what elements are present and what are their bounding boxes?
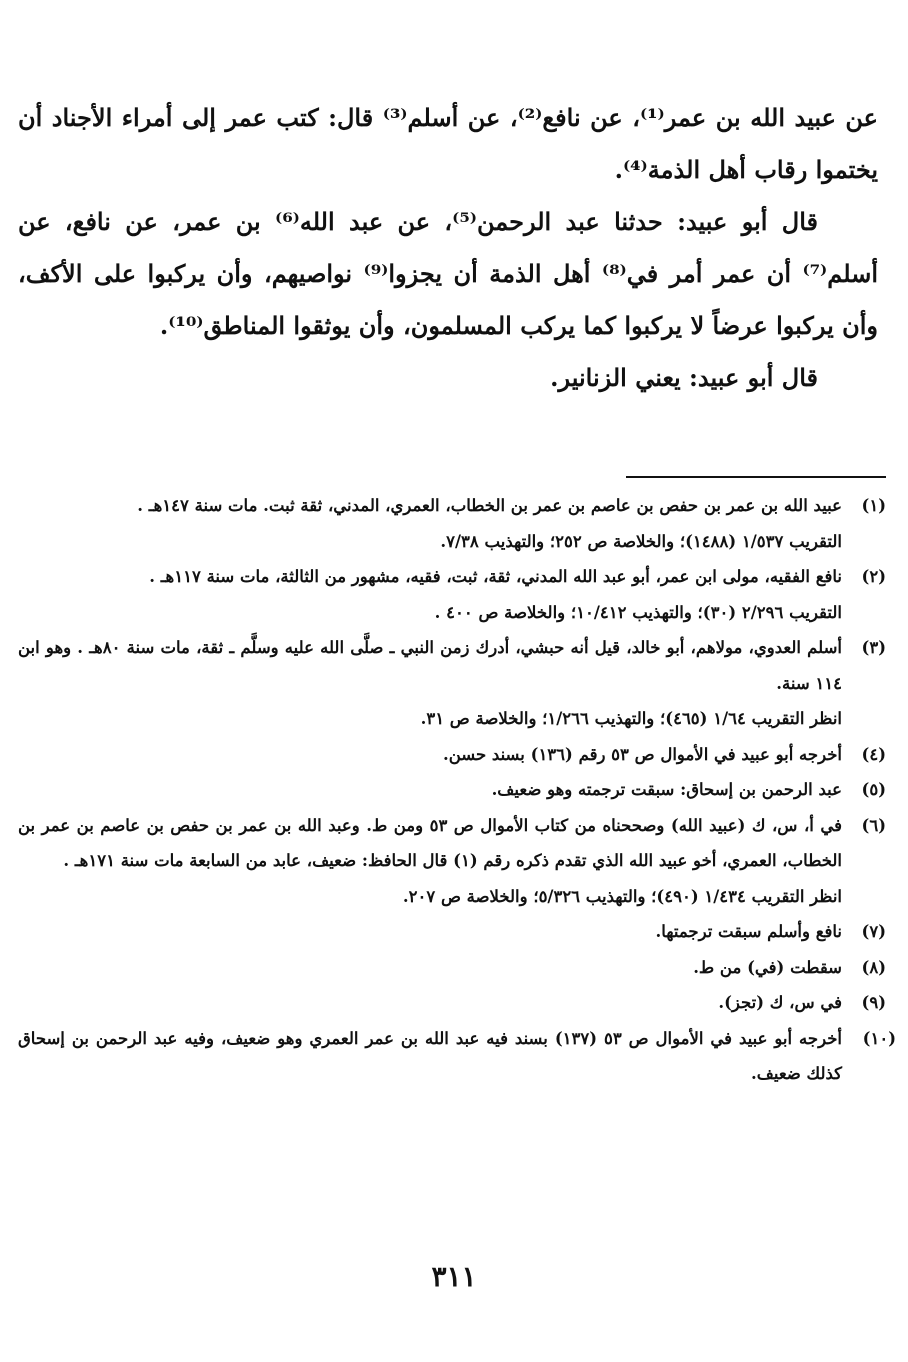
footnote-number: (٨)	[861, 957, 886, 977]
footnote-9	[18, 985, 886, 1021]
footnote-number: (٥)	[861, 780, 886, 799]
footnote-line: التقريب ١/٥٣٧ (١٤٨٨)؛ والخلاصة ص ٢٥٢؛ والتهذيب ٧/٣٨.	[440, 531, 842, 551]
footnote-line: انظر التقريب ١/٤٣٤ (٤٩٠)؛ والتهذيب ٥/٣٢٦؛ والخلاصة ص ٢٠٧.	[402, 886, 842, 906]
footnote-line: التقريب ٢/٢٩٦ (٣٠)؛ والتهذيب ١٠/٤١٢؛ والخلاصة ص ٤٠٠ .	[434, 602, 842, 622]
footnote-number: (٩)	[861, 993, 886, 1012]
footnote-10	[18, 1021, 896, 1092]
footnote-line: أخرجه أبو عبيد في الأموال ص ٥٣ (١٣٧) بسند فيه عبد الله بن عمر العمري وهو ضعيف، وفيه عبد الرحمن بن إسحاق كذلك ضعيف.	[18, 1028, 842, 1083]
footnote-1	[18, 488, 886, 559]
paragraph-2: قال أبو عبيد: حدثنا عبد الرحمن⁽⁵⁾، عن عبد الله⁽⁶⁾ بن عمر، عن نافع، عن أسلم⁽⁷⁾ أن عمر أمر في⁽⁸⁾ أهل الذمة أن يجزوا⁽⁹⁾ نواصيهم، وأن يركبوا على الأكف، وأن يركبوا عرضاً لا يركبوا كما يركب المسلمون، وأن يوثقوا المناطق⁽¹⁰⁾.	[18, 207, 878, 340]
footnote-line: أخرجه أبو عبيد في الأموال ص ٥٣ رقم (١٣٦) بسند حسن.	[442, 744, 842, 764]
footnote-line: انظر التقريب ١/٦٤ (٤٦٥)؛ والتهذيب ١/٢٦٦؛ والخلاصة ص ٣١.	[420, 709, 842, 728]
footnote-line: عبيد الله بن عمر بن حفص بن عاصم بن عمر بن الخطاب، العمري، المدني، ثقة ثبت. مات سنة ١٤٧هـ .	[137, 496, 842, 515]
footnote-6	[18, 808, 886, 915]
paragraph-3: قال أبو عبيد: يعني الزنانير.	[550, 363, 818, 392]
footnote-number: (١)	[861, 496, 886, 515]
footnote-line: في أ، س، ك (عبيد الله) وصححناه من كتاب الأموال ص ٥٣ ومن ط. وعبد الله بن عمر بن حفص بن عاصم بن عمر بن الخطاب، العمري، أخو عبيد الله الذي تقدم ذكره رقم (١) قال الحافظ: ضعيف، عابد من السابعة مات سنة ١٧١هـ .	[18, 815, 842, 870]
footnote-5	[18, 772, 886, 808]
footnote-divider	[626, 476, 886, 478]
footnote-line: سقطت (في) من ط.	[693, 957, 842, 977]
footnote-line: نافع الفقيه، مولى ابن عمر، أبو عبد الله المدني، ثقة، ثبت، فقيه، مشهور من الثالثة، مات سنة ١١٧هـ .	[149, 567, 842, 586]
footnote-line: عبد الرحمن بن إسحاق: سبقت ترجمته وهو ضعيف.	[491, 780, 842, 799]
footnote-3	[18, 630, 886, 737]
page-number: ٣١١	[431, 1260, 477, 1293]
footnote-line: أسلم العدوي، مولاهم، أبو خالد، قيل أنه حبشي، أدرك زمن النبي ـ صلَّى الله عليه وسلَّم ـ ثقة، مات سنة ٨٠هـ . وهو ابن ١١٤ سنة.	[18, 638, 842, 693]
footnote-number: (٦)	[861, 815, 886, 835]
footnote-number: (٢)	[861, 567, 886, 586]
footnote-line: نافع وأسلم سبقت ترجمتها.	[655, 922, 842, 941]
footnote-line: في س، ك (تجز).	[718, 993, 842, 1012]
paragraph-1: عن عبيد الله بن عمر⁽¹⁾، عن نافع⁽²⁾، عن أسلم⁽³⁾ قال: كتب عمر إلى أمراء الأجناد أن يختموا رقاب أهل الذمة⁽⁴⁾.	[18, 103, 878, 184]
footnote-2	[18, 559, 886, 630]
footnote-number: (١٠)	[862, 1028, 896, 1048]
footnotes	[18, 488, 896, 1092]
main-text	[18, 92, 878, 404]
footnote-4	[18, 737, 886, 773]
footnote-number: (٣)	[861, 638, 886, 657]
footnote-8	[18, 950, 886, 986]
footnote-number: (٤)	[861, 744, 886, 764]
footnote-number: (٧)	[861, 922, 886, 941]
footnote-7	[18, 914, 886, 950]
